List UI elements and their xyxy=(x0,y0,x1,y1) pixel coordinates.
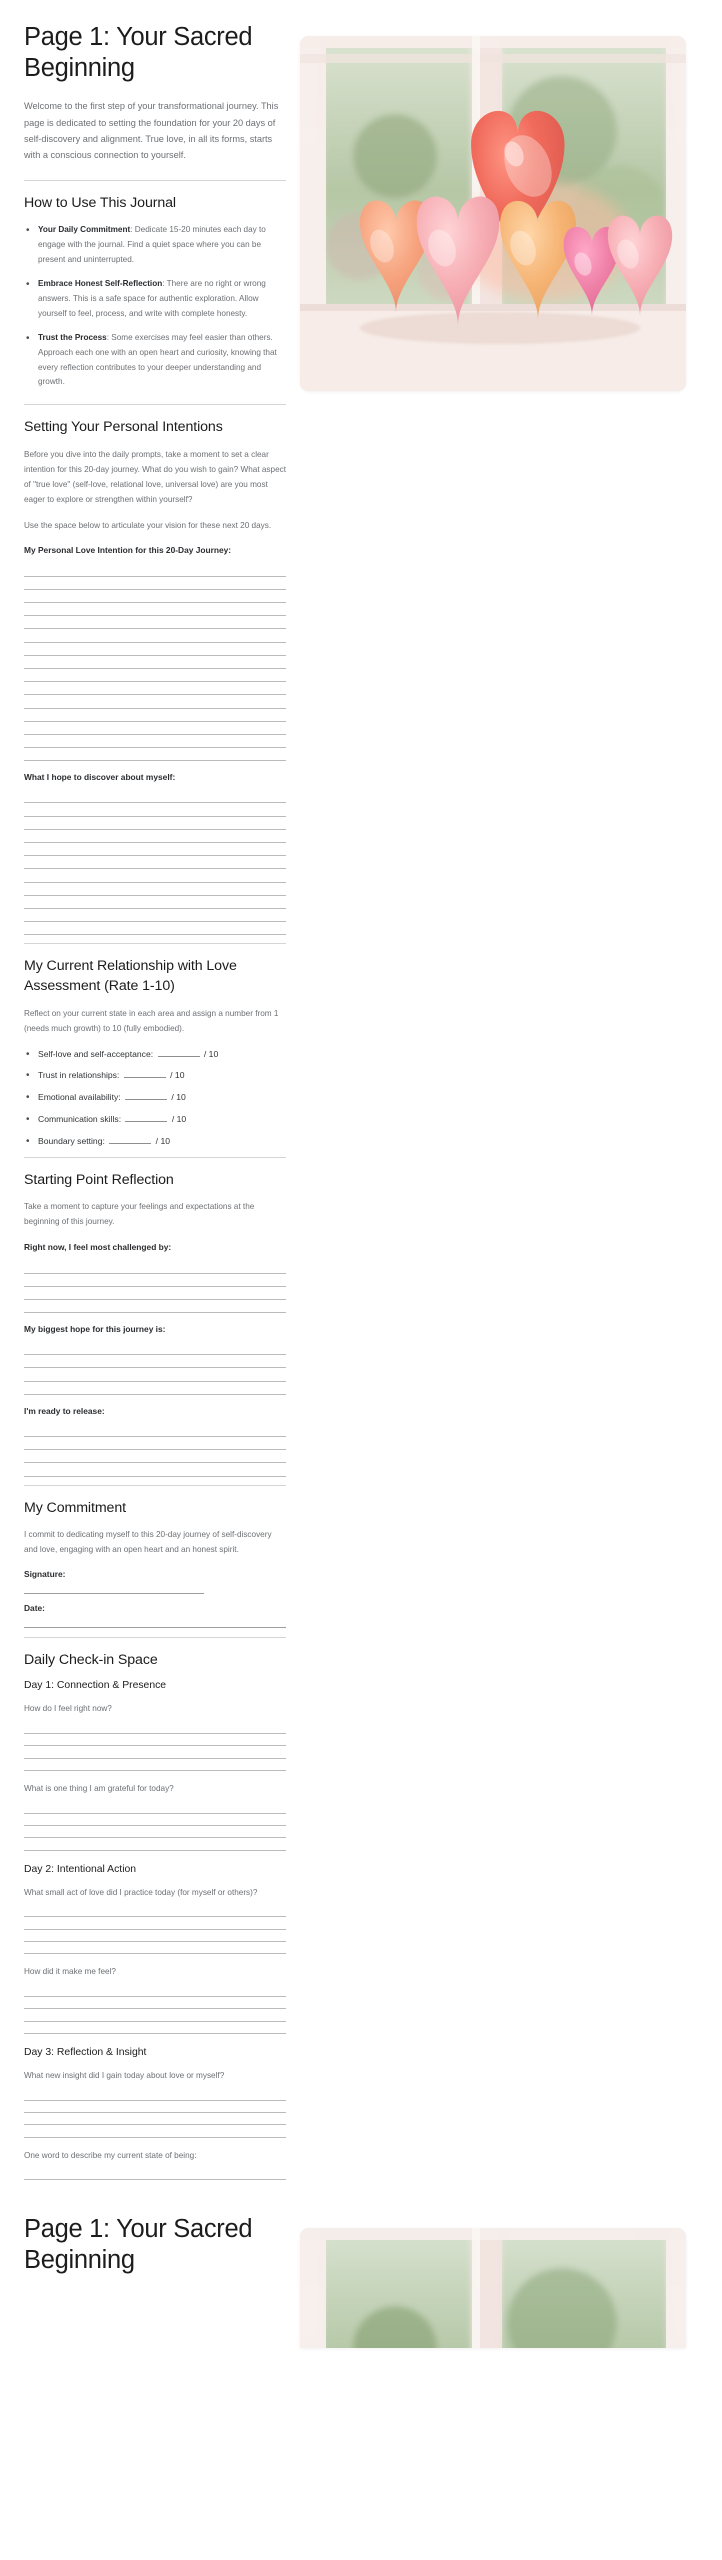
writing-line[interactable] xyxy=(24,643,286,656)
writing-line[interactable] xyxy=(24,577,286,590)
assessment-item xyxy=(24,1113,286,1126)
starting-point-writing-lines[interactable] xyxy=(24,1260,286,1313)
assessment-item-label: Self-love and self-acceptance: xyxy=(38,1048,156,1059)
checkin-prompt-label: One word to describe my current state of being: xyxy=(24,2150,197,2160)
writing-line[interactable] xyxy=(24,1424,286,1437)
checkin-writing-lines[interactable] xyxy=(24,2088,286,2138)
writing-line[interactable] xyxy=(24,1450,286,1463)
writing-line[interactable] xyxy=(24,1721,286,1733)
writing-line[interactable] xyxy=(24,1985,286,1997)
assessment-item-label: Communication skills: xyxy=(38,1114,124,1125)
writing-line[interactable] xyxy=(24,1382,286,1395)
signature-input-line[interactable] xyxy=(24,1581,204,1594)
content-column xyxy=(24,22,286,2188)
writing-line[interactable] xyxy=(24,722,286,735)
checkin-prompt-label: What is one thing I am grateful for today? xyxy=(24,1784,174,1794)
writing-line[interactable] xyxy=(24,616,286,629)
starting-point-writing-lines[interactable] xyxy=(24,1424,286,1477)
section-heading-daily-checkin: Daily Check-in Space xyxy=(24,1651,158,1668)
checkin-writing-lines[interactable] xyxy=(24,1985,286,2035)
repeat-page-title: Page 1: Your Sacred Beginning xyxy=(24,2215,253,2275)
writing-line[interactable] xyxy=(24,856,286,869)
writing-line[interactable] xyxy=(24,1838,286,1850)
repeat-content-column xyxy=(24,2214,286,2290)
how-to-use-item: • Trust the Process: Some exercises may feel easier than others. Approach each one with an open heart and curiosity, knowing that every reflection contributes to your deeper understanding and growth. xyxy=(24,331,286,391)
writing-line[interactable] xyxy=(24,790,286,803)
starting-point-writing-lines[interactable] xyxy=(24,1342,286,1395)
starting-point-prompts xyxy=(24,1241,286,1476)
section-heading-intentions: Setting Your Personal Intentions xyxy=(24,419,223,436)
checkin-writing-lines[interactable] xyxy=(24,2168,286,2180)
date-input-line[interactable] xyxy=(24,1615,286,1628)
writing-line[interactable] xyxy=(24,1734,286,1746)
writing-line[interactable] xyxy=(24,883,286,896)
writing-line[interactable] xyxy=(24,735,286,748)
starting-point-body: Take a moment to capture your feelings and expectations at the beginning of this journey. xyxy=(24,1202,255,1227)
writing-line[interactable] xyxy=(24,2022,286,2034)
assessment-item xyxy=(24,1135,286,1148)
writing-line[interactable] xyxy=(24,1801,286,1813)
writing-line[interactable] xyxy=(24,803,286,816)
repeat-heart-balloons-illustration xyxy=(300,2228,686,2348)
how-to-use-item-label: Embrace Honest Self-Reflection xyxy=(38,278,163,288)
divider xyxy=(24,180,286,181)
hero-column xyxy=(300,22,686,391)
checkin-prompt-label: How do I feel right now? xyxy=(24,1704,112,1714)
writing-line[interactable] xyxy=(24,843,286,856)
hero-image-heart-balloons-on-windowsill xyxy=(300,36,686,391)
assessment-score-input[interactable] xyxy=(125,1092,167,1100)
checkin-day-title: Day 2: Intentional Action xyxy=(24,1863,137,1875)
writing-line[interactable] xyxy=(24,1917,286,1929)
assessment-score-input[interactable] xyxy=(124,1070,166,1078)
commitment-body: I commit to dedicating myself to this 20-day journey of self-discovery and love, engaging with an open heart and an honest spirit. xyxy=(24,1530,272,1554)
heart-balloons-illustration xyxy=(300,36,686,391)
writing-line[interactable] xyxy=(24,2088,286,2100)
intentions-prompt-2-writing-lines[interactable] xyxy=(24,790,286,935)
checkin-prompt-label: What new insight did I gain today about love or myself? xyxy=(24,2071,225,2081)
section-heading-commitment: My Commitment xyxy=(24,1499,126,1516)
intentions-prompt-1-writing-lines[interactable] xyxy=(24,563,286,761)
writing-line[interactable] xyxy=(24,1355,286,1368)
writing-line[interactable] xyxy=(24,896,286,909)
assessment-body: Reflect on your current state in each area and assign a number from 1 (needs much growth) to 10 (fully embodied). xyxy=(24,1008,279,1033)
writing-line[interactable] xyxy=(24,1905,286,1917)
repeat-hero-image-heart-balloons-on-windowsill xyxy=(300,2228,686,2348)
checkin-day-title: Day 1: Connection & Presence xyxy=(24,1680,167,1692)
writing-line[interactable] xyxy=(24,869,286,882)
writing-line[interactable] xyxy=(24,1300,286,1313)
assessment-rating-list xyxy=(24,1048,286,1148)
writing-line[interactable] xyxy=(24,1930,286,1942)
assessment-score-input[interactable] xyxy=(125,1114,167,1122)
how-to-use-item-label: Your Daily Commitment xyxy=(38,225,131,235)
writing-line[interactable] xyxy=(24,1814,286,1826)
writing-line[interactable] xyxy=(24,1942,286,1954)
checkin-day-title: Day 3: Reflection & Insight xyxy=(24,2047,147,2059)
page-intro: Welcome to the first step of your transformational journey. This page is dedicated to setting the foundation for your 20 days of self-discovery and alignment. True love, in all its forms, starts with a conscious connection to yourself. xyxy=(24,101,279,161)
assessment-item-suffix: / 10 xyxy=(201,1048,219,1059)
how-to-use-item: • Embrace Honest Self-Reflection: There are no right or wrong answers. This is a safe space for authentic exploration. Allow yourself to feel, process, and write with complete honesty. xyxy=(24,277,286,322)
writing-line[interactable] xyxy=(24,830,286,843)
section-heading-how-to-use: How to Use This Journal xyxy=(24,194,176,211)
writing-line[interactable] xyxy=(24,2125,286,2137)
writing-line[interactable] xyxy=(24,1274,286,1287)
writing-line[interactable] xyxy=(24,1342,286,1355)
writing-line[interactable] xyxy=(24,1826,286,1838)
signature-label: Signature: xyxy=(24,1568,66,1579)
starting-point-prompt-label: I'm ready to release: xyxy=(24,1405,105,1416)
writing-line[interactable] xyxy=(24,682,286,695)
writing-line[interactable] xyxy=(24,817,286,830)
assessment-item-suffix: / 10 xyxy=(169,1092,186,1103)
writing-line[interactable] xyxy=(24,909,286,922)
section-heading-starting-point: Starting Point Reflection xyxy=(24,1172,174,1188)
writing-line[interactable] xyxy=(24,695,286,708)
divider xyxy=(24,1485,286,1486)
checkin-writing-lines[interactable] xyxy=(24,1721,286,1771)
assessment-item-label: Trust in relationships: xyxy=(38,1070,122,1081)
intentions-body-2: Use the space below to articulate your vision for these next 20 days. xyxy=(24,520,272,530)
writing-line[interactable] xyxy=(24,563,286,576)
page-title: Page 1: Your Sacred Beginning xyxy=(24,23,253,83)
assessment-item-label: Emotional availability: xyxy=(38,1092,124,1103)
writing-line[interactable] xyxy=(24,1260,286,1273)
divider xyxy=(24,943,286,944)
repeat-hero-column xyxy=(300,2214,686,2348)
divider xyxy=(24,404,286,405)
checkin-writing-lines[interactable] xyxy=(24,1905,286,1955)
assessment-item-suffix: / 10 xyxy=(153,1136,171,1147)
writing-line[interactable] xyxy=(24,2168,286,2180)
intentions-body-1: Before you dive into the daily prompts, take a moment to set a clear intention for this 20-day journey. What do you wish to gain? What aspect of "true love" (self-love, relational love, universal love) are you most eager to explore or strengthen within yourself? xyxy=(24,449,286,504)
how-to-use-item-label: Trust the Process xyxy=(38,332,107,342)
daily-checkin-days xyxy=(24,1680,286,2180)
checkin-prompt-label: What small act of love did I practice today (for myself or others)? xyxy=(24,1887,258,1897)
assessment-item-label: Boundary setting: xyxy=(38,1136,108,1147)
writing-line[interactable] xyxy=(24,1437,286,1450)
intentions-prompt-1-label: My Personal Love Intention for this 20-Day Journey: xyxy=(24,545,232,556)
writing-line[interactable] xyxy=(24,1463,286,1476)
assessment-item-suffix: / 10 xyxy=(169,1114,187,1125)
starting-point-prompt-label: Right now, I feel most challenged by: xyxy=(24,1242,172,1253)
divider xyxy=(24,1157,286,1158)
writing-line[interactable] xyxy=(24,590,286,603)
assessment-score-input[interactable] xyxy=(158,1049,200,1057)
assessment-item-suffix: / 10 xyxy=(167,1070,185,1081)
writing-line[interactable] xyxy=(24,709,286,722)
writing-line[interactable] xyxy=(24,2009,286,2021)
divider xyxy=(24,1637,286,1638)
signature-row xyxy=(24,1569,286,1628)
checkin-writing-lines[interactable] xyxy=(24,1801,286,1851)
writing-line[interactable] xyxy=(24,1759,286,1771)
how-to-use-item: • Your Daily Commitment: Dedicate 15-20 minutes each day to engage with the journal. Find a quiet space where you can be present and uninterrupted. xyxy=(24,223,286,268)
writing-line[interactable] xyxy=(24,656,286,669)
starting-point-prompt-label: My biggest hope for this journey is: xyxy=(24,1324,166,1335)
writing-line[interactable] xyxy=(24,1997,286,2009)
writing-line[interactable] xyxy=(24,922,286,935)
how-to-use-list xyxy=(24,223,286,390)
writing-line[interactable] xyxy=(24,629,286,642)
checkin-prompt-label: How did it make me feel? xyxy=(24,1967,116,1977)
date-label: Date: xyxy=(24,1602,45,1613)
assessment-item xyxy=(24,1048,286,1061)
section-heading-assessment: My Current Relationship with Love Assessment (Rate 1-10) xyxy=(24,958,237,994)
assessment-score-input[interactable] xyxy=(109,1136,151,1144)
writing-line[interactable] xyxy=(24,1368,286,1381)
writing-line[interactable] xyxy=(24,1746,286,1758)
intentions-prompt-2-label: What I hope to discover about myself: xyxy=(24,772,176,783)
writing-line[interactable] xyxy=(24,603,286,616)
writing-line[interactable] xyxy=(24,1287,286,1300)
page-break-repeat xyxy=(0,2214,722,2348)
assessment-item xyxy=(24,1069,286,1082)
writing-line[interactable] xyxy=(24,669,286,682)
writing-line[interactable] xyxy=(24,2101,286,2113)
writing-line[interactable] xyxy=(24,2113,286,2125)
assessment-item xyxy=(24,1091,286,1104)
writing-line[interactable] xyxy=(24,748,286,761)
